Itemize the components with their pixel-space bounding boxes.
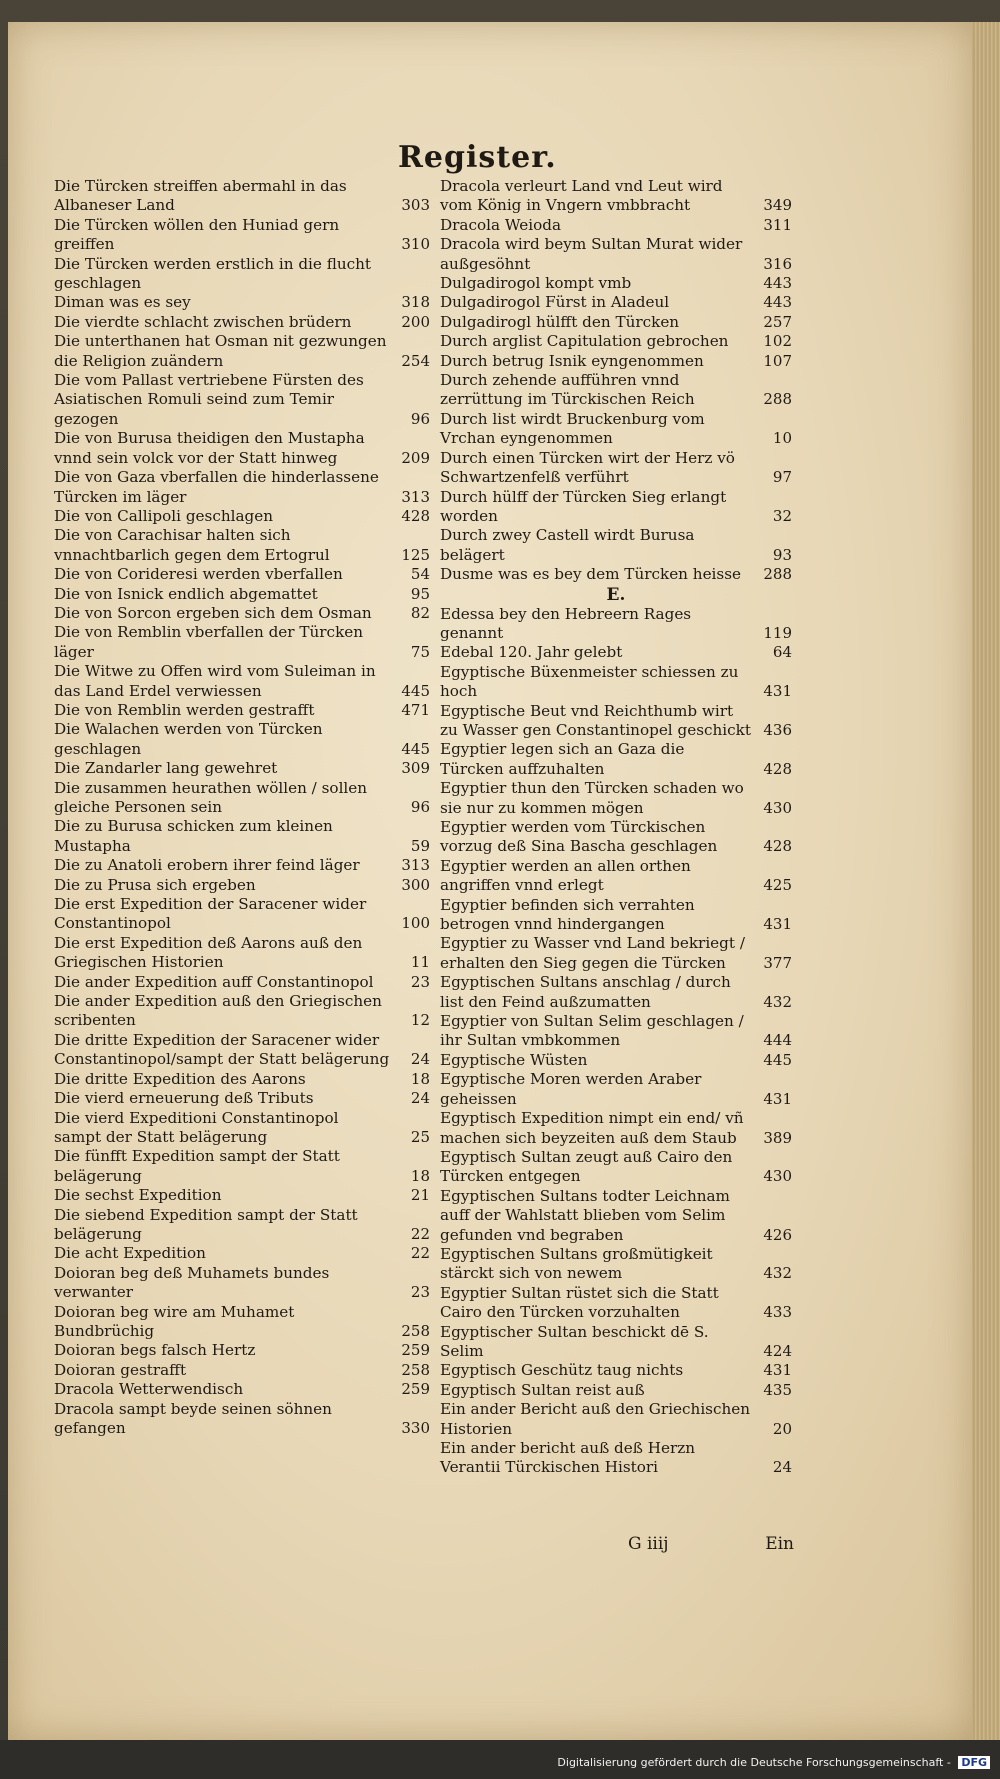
- entry-page-number: 96: [410, 798, 430, 816]
- entry-text: Die sechst Expedition: [54, 1186, 222, 1205]
- entry-page-number: 435: [763, 1380, 792, 1399]
- entry-page-number: 59: [410, 836, 430, 855]
- entry-text: Dulgadirogol Fürst in Aladeul: [440, 293, 670, 312]
- index-entry: [54, 255, 430, 294]
- entry-text: Die dritte Expedition der Saracener wider Constantinopol/sampt der Statt belägerung: [54, 1030, 390, 1069]
- index-entry: [440, 643, 792, 662]
- entry-page-number: 309: [401, 759, 430, 778]
- entry-text: Egyptische Beut vnd Reichthumb wirt zu Wasser gen Constantinopel geschickt: [440, 701, 751, 739]
- entry-text: Die Türcken streiffen abermahl in das Albaneser Land: [54, 177, 347, 215]
- index-entry: [440, 488, 792, 527]
- entry-text: Die Türcken wöllen den Huniad gern greiffen: [54, 215, 340, 254]
- index-entry: [440, 663, 792, 702]
- index-entry: [440, 973, 792, 1012]
- entry-text: Edessa bey den Hebreern Rages genannt: [440, 604, 692, 642]
- index-entry: [440, 1070, 792, 1109]
- entry-page-number: 24: [772, 1458, 792, 1477]
- entry-page-number: 445: [763, 1050, 792, 1069]
- entry-page-number: 254: [401, 351, 430, 370]
- entry-text: Egyptisch Expedition nimpt ein end/ vñ machen sich beyzeiten auß dem Staub: [440, 1109, 744, 1147]
- entry-page-number: 125: [401, 545, 430, 564]
- entry-page-number: 10: [772, 429, 792, 448]
- entry-page-number: 425: [763, 876, 792, 895]
- entry-page-number: 258: [401, 1321, 430, 1340]
- index-entry: [440, 896, 792, 935]
- entry-text: Die von Corideresi werden vberfallen: [54, 565, 343, 584]
- index-entry: [54, 1361, 430, 1380]
- entry-text: Die von Burusa theidigen den Mustapha vnnd sein volck vor der Statt hinweg: [54, 429, 365, 467]
- index-entry: [54, 895, 430, 934]
- entry-text: Egyptier werden an allen orthen angriffen vnnd erlegt: [440, 856, 691, 895]
- index-entry: [440, 857, 792, 896]
- index-entry: [440, 274, 792, 293]
- entry-text: Durch list wirdt Bruckenburg vom Vrchan eyngenommen: [440, 409, 705, 448]
- entry-text: Egyptier Sultan rüstet sich die Statt Cairo den Türcken vorzuhalten: [440, 1283, 719, 1322]
- entry-page-number: 377: [763, 953, 792, 972]
- entry-text: Egyptisch Sultan reist auß: [440, 1380, 645, 1399]
- entry-text: Die ander Expedition auff Constantinopol: [54, 972, 374, 991]
- entry-page-number: 64: [772, 643, 792, 662]
- entry-text: Doioran begs falsch Hertz: [54, 1341, 256, 1360]
- index-entry: [440, 1109, 792, 1148]
- entry-text: Die erst Expedition der Saracener wider Constantinopol: [54, 895, 367, 933]
- register-column-left: [54, 177, 430, 1438]
- entry-page-number: 24: [410, 1050, 430, 1069]
- index-entry: [54, 623, 430, 662]
- index-entry: [440, 449, 792, 488]
- index-entry: [54, 565, 430, 584]
- index-entry: [440, 818, 792, 857]
- entry-text: Egyptischen Sultans anschlag / durch list den Feind außzumatten: [440, 973, 731, 1011]
- index-entry: [440, 702, 792, 741]
- entry-text: Durch betrug Isnik eyngenommen: [440, 351, 704, 370]
- index-entry: [54, 817, 430, 856]
- entry-text: Durch zwey Castell wirdt Burusa belägert: [440, 526, 695, 564]
- page-edge: [972, 22, 1000, 1740]
- index-entry: [54, 1206, 430, 1245]
- entry-text: Die zu Anatoli erobern ihrer feind läger: [54, 856, 360, 875]
- index-entry: [440, 293, 792, 312]
- index-entry: [440, 1323, 792, 1362]
- entry-text: Egyptisch Sultan zeugt auß Cairo den Türcken entgegen: [440, 1147, 733, 1186]
- entry-page-number: 426: [763, 1225, 792, 1244]
- entry-text: Die von Carachisar halten sich vnnachtbarlich gegen dem Ertogrul: [54, 526, 330, 564]
- index-entry: [54, 604, 430, 623]
- index-entry: [440, 1400, 792, 1439]
- entry-text: Dulgadirogl hülfft den Türcken: [440, 312, 680, 331]
- entry-page-number: 443: [763, 293, 792, 312]
- entry-text: Egyptische Wüsten: [440, 1050, 588, 1069]
- entry-text: Durch hülff der Türcken Sieg erlangt worden: [440, 487, 727, 525]
- entry-text: Die zu Prusa sich ergeben: [54, 875, 256, 894]
- entry-text: Die von Gaza vberfallen die hinderlassene Türcken im läger: [54, 468, 379, 506]
- entry-page-number: 313: [401, 856, 430, 875]
- index-entry: [54, 429, 430, 468]
- index-entry: [54, 468, 430, 507]
- entry-text: Dracola verleurt Land vnd Leut wird vom König in Vngern vmbbracht: [440, 177, 723, 215]
- entry-text: Die dritte Expedition des Aarons: [54, 1069, 306, 1088]
- index-entry: [54, 1400, 430, 1439]
- entry-page-number: 430: [763, 1167, 792, 1186]
- index-entry: [440, 371, 792, 410]
- index-entry: [440, 1012, 792, 1051]
- running-head: Register.: [398, 140, 557, 175]
- index-entry: [54, 779, 430, 818]
- index-entry: [440, 235, 792, 274]
- entry-page-number: 119: [763, 623, 792, 642]
- entry-page-number: 433: [763, 1303, 792, 1322]
- index-entry: [54, 934, 430, 973]
- entry-page-number: 12: [410, 1011, 430, 1030]
- entry-text: Die Walachen werden von Türcken geschlagen: [54, 720, 323, 758]
- entry-text: Die vierd erneuerung deß Tributs: [54, 1089, 314, 1108]
- catchword: Ein: [765, 1534, 794, 1554]
- entry-text: Die zusammen heurathen wöllen / sollen gleiche Personen sein: [54, 778, 368, 816]
- entry-text: Die siebend Expedition sampt der Statt belägerung: [54, 1205, 358, 1243]
- entry-page-number: 96: [410, 409, 430, 428]
- index-entry: [54, 1070, 430, 1089]
- index-entry: [54, 177, 430, 216]
- entry-page-number: 25: [410, 1127, 430, 1146]
- entry-page-number: 428: [763, 759, 792, 778]
- index-entry: [54, 332, 430, 371]
- entry-text: Die vom Pallast vertriebene Fürsten des Asiatischen Romuli seind zum Temir gezogen: [54, 371, 364, 428]
- entry-page-number: 18: [410, 1166, 430, 1185]
- index-entry: [440, 1245, 792, 1284]
- entry-text: Dracola wird beym Sultan Murat wider außgesöhnt: [440, 235, 743, 273]
- entry-text: Die Witwe zu Offen wird vom Suleiman in das Land Erdel verwiessen: [54, 662, 376, 700]
- entry-text: Egyptier werden vom Türckischen vorzug deß Sina Bascha geschlagen: [440, 818, 718, 856]
- index-entry: [54, 720, 430, 759]
- entry-page-number: 445: [401, 681, 430, 700]
- index-entry: [440, 1187, 792, 1245]
- entry-text: Die von Sorcon ergeben sich dem Osman: [54, 603, 372, 622]
- entry-page-number: 330: [401, 1419, 430, 1437]
- index-entry: [440, 177, 792, 216]
- entry-text: Diman was es sey: [54, 293, 191, 312]
- index-entry: [440, 332, 792, 351]
- book-page: [8, 22, 972, 1740]
- entry-text: Egyptischer Sultan beschickt dē S. Selim: [440, 1322, 709, 1360]
- entry-page-number: 200: [401, 312, 430, 331]
- entry-page-number: 257: [763, 312, 792, 331]
- index-entry: [440, 352, 792, 371]
- entry-text: Durch einen Türcken wirt der Herz vö Schwartzenfelß verführt: [440, 448, 735, 487]
- entry-text: Die fünfft Expedition sampt der Statt belägerung: [54, 1147, 340, 1185]
- entry-page-number: 259: [401, 1380, 430, 1399]
- entry-page-number: 428: [763, 837, 792, 856]
- entry-page-number: 313: [401, 487, 430, 506]
- entry-page-number: 95: [410, 584, 430, 603]
- entry-page-number: 209: [401, 448, 430, 467]
- entry-page-number: 107: [763, 351, 792, 370]
- entry-text: Dracola Weioda: [440, 215, 562, 234]
- entry-text: Die von Remblin vberfallen der Türcken läger: [54, 623, 364, 661]
- entry-text: Die zu Burusa schicken zum kleinen Mustapha: [54, 817, 333, 855]
- entry-page-number: 432: [763, 992, 792, 1011]
- index-entry: [54, 973, 430, 992]
- index-entry: [54, 526, 430, 565]
- index-entry: [440, 1361, 792, 1380]
- entry-text: Die unterthanen hat Osman nit gezwungen die Religion zuändern: [54, 332, 387, 370]
- index-entry: [440, 565, 792, 584]
- entry-page-number: 431: [763, 682, 792, 701]
- entry-text: Egyptier befinden sich verrahten betrogen vnnd hindergangen: [440, 895, 695, 934]
- entry-page-number: 436: [763, 720, 792, 739]
- entry-text: Egyptier legen sich an Gaza die Türcken auffzuhalten: [440, 740, 685, 778]
- index-entry: [54, 1341, 430, 1360]
- signature-mark: G iiij: [628, 1534, 669, 1554]
- letter-heading: E.: [606, 584, 626, 605]
- entry-page-number: 445: [401, 739, 430, 758]
- index-entry: [440, 410, 792, 449]
- entry-text: Dracola Wetterwendisch: [54, 1380, 244, 1399]
- index-entry: [54, 293, 430, 312]
- entry-text: Die Zandarler lang gewehret: [54, 759, 278, 778]
- entry-page-number: 316: [763, 254, 792, 273]
- entry-text: Die acht Expedition: [54, 1244, 206, 1263]
- index-entry: [54, 507, 430, 526]
- entry-page-number: 430: [763, 798, 792, 817]
- entry-text: Edebal 120. Jahr gelebt: [440, 643, 623, 662]
- entry-page-number: 288: [763, 565, 792, 584]
- index-entry: [54, 1089, 430, 1108]
- entry-page-number: 428: [401, 506, 430, 525]
- entry-page-number: 431: [763, 1361, 792, 1380]
- entry-page-number: 97: [772, 468, 792, 487]
- entry-text: Dulgadirogol kompt vmb: [440, 274, 632, 293]
- entry-page-number: 471: [401, 700, 430, 719]
- entry-page-number: 22: [410, 1244, 430, 1263]
- index-entry: [440, 216, 792, 235]
- index-entry: [54, 1109, 430, 1148]
- index-entry: [440, 779, 792, 818]
- entry-text: Durch zehende aufführen vnnd zerrüttung im Türckischen Reich: [440, 371, 695, 409]
- entry-page-number: 288: [763, 390, 792, 409]
- entry-text: Die vierdte schlacht zwischen brüdern: [54, 312, 352, 331]
- entry-page-number: 21: [410, 1186, 430, 1205]
- entry-text: Egyptier zu Wasser vnd Land bekriegt / erhalten den Sieg gegen die Türcken: [440, 934, 745, 972]
- index-entry: [54, 585, 430, 604]
- entry-page-number: 389: [763, 1128, 792, 1147]
- entry-text: Egyptische Büxenmeister schiessen zu hoch: [440, 662, 739, 701]
- entry-text: Die Türcken werden erstlich in die flucht geschlagen: [54, 254, 372, 293]
- entry-page-number: 23: [410, 972, 430, 991]
- entry-page-number: 443: [763, 274, 792, 293]
- index-entry: [54, 759, 430, 778]
- register-column-right: [440, 177, 792, 1478]
- entry-page-number: 300: [401, 875, 430, 894]
- index-entry: [54, 1380, 430, 1399]
- index-entry: [54, 1031, 430, 1070]
- entry-text: Dracola sampt beyde seinen söhnen gefangen: [54, 1399, 332, 1437]
- entry-page-number: 431: [763, 1089, 792, 1108]
- index-entry: [440, 313, 792, 332]
- entry-text: Egyptier von Sultan Selim geschlagen / ihr Sultan vmbkommen: [440, 1012, 744, 1050]
- entry-page-number: 23: [410, 1283, 430, 1302]
- entry-text: Egyptischen Sultans großmütigkeit stärckt sich von newem: [440, 1244, 713, 1283]
- entry-page-number: 100: [401, 914, 430, 933]
- index-entry: [54, 701, 430, 720]
- entry-page-number: 24: [410, 1089, 430, 1108]
- entry-page-number: 18: [410, 1069, 430, 1088]
- index-entry: [54, 1303, 430, 1342]
- index-entry: [440, 605, 792, 644]
- entry-page-number: 310: [401, 235, 430, 254]
- entry-page-number: 22: [410, 1224, 430, 1243]
- entry-page-number: 54: [410, 565, 430, 584]
- entry-text: Ein ander Bericht auß den Griechischen Historien: [440, 1400, 751, 1438]
- entry-page-number: 75: [410, 642, 430, 661]
- index-entry: [54, 1264, 430, 1303]
- entry-text: Doioran gestrafft: [54, 1360, 187, 1379]
- credit-text: Digitalisierung gefördert durch die Deutsche Forschungsgemeinschaft -: [557, 1756, 951, 1769]
- index-entry: [54, 313, 430, 332]
- entry-page-number: 424: [763, 1341, 792, 1360]
- entry-text: Die vierd Expeditioni Constantinopol sampt der Statt belägerung: [54, 1108, 339, 1146]
- entry-text: Doioran beg wire am Muhamet Bundbrüchig: [54, 1302, 295, 1340]
- entry-page-number: 432: [763, 1264, 792, 1283]
- index-entry: [54, 216, 430, 255]
- entry-text: Die ander Expedition auß den Griegischen scribenten: [54, 992, 382, 1030]
- entry-page-number: 32: [772, 506, 792, 525]
- entry-text: Doioran beg deß Muhamets bundes verwanter: [54, 1263, 330, 1302]
- index-entry: [54, 876, 430, 895]
- entry-page-number: 11: [410, 953, 430, 972]
- entry-text: Durch arglist Capitulation gebrochen: [440, 332, 729, 351]
- entry-page-number: 93: [772, 545, 792, 564]
- index-entry: [54, 1147, 430, 1186]
- entry-text: Die von Isnick endlich abgemattet: [54, 584, 318, 603]
- index-entry: [54, 856, 430, 875]
- entry-page-number: 258: [401, 1360, 430, 1379]
- entry-text: Egyptische Moren werden Araber geheissen: [440, 1070, 702, 1108]
- index-entry: [54, 1244, 430, 1263]
- entry-page-number: 303: [401, 196, 430, 215]
- entry-page-number: 431: [763, 915, 792, 934]
- dfg-logo: DFG: [958, 1756, 990, 1769]
- entry-page-number: 102: [763, 332, 792, 351]
- entry-text: Egyptisch Geschütz taug nichts: [440, 1361, 684, 1380]
- entry-text: Dusme was es bey dem Türcken heisse: [440, 565, 741, 584]
- index-entry: [54, 371, 430, 429]
- index-entry: [54, 1186, 430, 1205]
- entry-text: Die erst Expedition deß Aarons auß den Griegischen Historien: [54, 933, 363, 972]
- entry-text: Egyptier thun den Türcken schaden wo sie nur zu kommen mögen: [440, 779, 744, 817]
- index-entry: [440, 1439, 792, 1478]
- entry-page-number: 20: [772, 1419, 792, 1438]
- index-entry: [54, 992, 430, 1031]
- funding-credit: [557, 1756, 990, 1769]
- index-entry: [440, 526, 792, 565]
- index-entry: [54, 662, 430, 701]
- entry-text: Die von Remblin werden gestrafft: [54, 700, 315, 719]
- index-entry: [440, 934, 792, 973]
- index-entry: [440, 740, 792, 779]
- entry-page-number: 444: [763, 1031, 792, 1050]
- entry-page-number: 349: [763, 196, 792, 215]
- index-entry: [440, 1284, 792, 1323]
- entry-text: Die von Callipoli geschlagen: [54, 506, 274, 525]
- entry-page-number: 318: [401, 293, 430, 312]
- entry-text: Ein ander bericht auß deß Herzn Verantii Türckischen Histori: [440, 1439, 695, 1477]
- entry-page-number: 82: [410, 603, 430, 622]
- entry-text: Egyptischen Sultans todter Leichnam auff der Wahlstatt blieben vom Selim gefunden vnd begraben: [440, 1186, 730, 1244]
- page-footer: [628, 1534, 794, 1554]
- entry-page-number: 311: [763, 215, 792, 234]
- index-entry: [440, 1381, 792, 1400]
- index-entry: [440, 1148, 792, 1187]
- index-entry: [440, 1051, 792, 1070]
- entry-page-number: 259: [401, 1341, 430, 1360]
